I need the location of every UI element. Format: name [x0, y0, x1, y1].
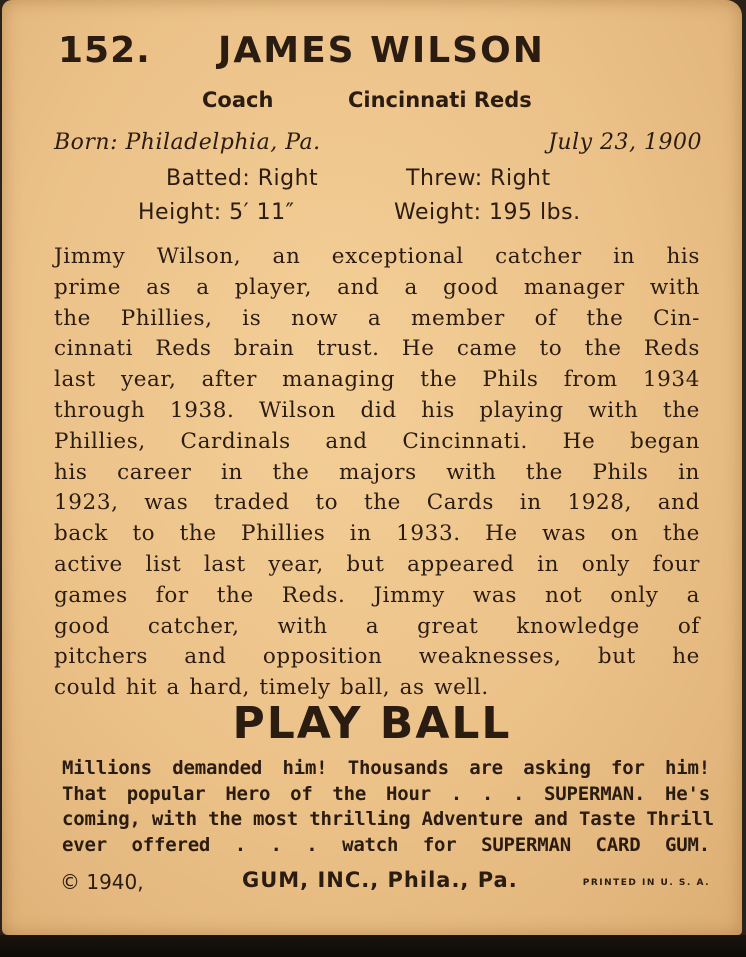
- biography: [54, 242, 700, 704]
- ad-line: That popular Hero of the Hour . . . SUPERMAN. He's: [62, 782, 710, 805]
- bio-line: 1923, was traded to the Cards in 1928, and: [54, 490, 700, 516]
- play-ball-title: PLAY BALL: [232, 698, 512, 749]
- ad-line: coming, with the most thrilling Adventure and Taste Thrill: [62, 808, 714, 830]
- card-footer: [60, 868, 710, 896]
- bio-line: could hit a hard, timely ball, as well.: [54, 675, 489, 701]
- ad-line: ever offered . . . watch for SUPERMAN CARD GUM.: [62, 833, 710, 856]
- card-subheader: [202, 88, 622, 116]
- batted-stat: Batted: Right: [166, 166, 319, 191]
- copyright-notice: © 1940,: [60, 870, 144, 894]
- bio-line: back to the Phillies in 1933. He was on the: [54, 521, 700, 547]
- bio-line: last year, after managing the Phils from 1934: [54, 367, 700, 393]
- bio-line: pitchers and opposition weaknesses, but he: [54, 644, 700, 670]
- superman-advertisement: [62, 756, 714, 858]
- bio-line: through 1938. Wilson did his playing with the: [54, 397, 700, 423]
- bio-line: Jimmy Wilson, an exceptional catcher in his: [54, 244, 700, 269]
- bio-line: Phillies, Cardinals and Cincinnati. He began: [54, 428, 700, 454]
- bio-line: prime as a player, and a good manager with: [54, 274, 700, 300]
- birth-date: July 23, 1900: [548, 130, 702, 155]
- bio-line: good catcher, with a great knowledge of: [54, 613, 700, 639]
- birth-place: Born: Philadelphia, Pa.: [54, 130, 321, 155]
- bio-line: games for the Reds. Jimmy was not only a: [54, 582, 700, 608]
- height-stat: Height: 5′ 11″: [138, 200, 295, 225]
- publisher-name: GUM, INC., Phila., Pa.: [242, 868, 518, 892]
- birth-info: [54, 130, 702, 160]
- baseball-card-back: [2, 0, 742, 935]
- card-edge-shadow: [0, 935, 746, 957]
- ad-line: Millions demanded him! Thousands are asking for him!: [62, 757, 710, 779]
- player-position: Coach: [202, 88, 274, 112]
- printed-notice: PRINTED IN U. S. A.: [582, 878, 710, 888]
- weight-stat: Weight: 195 lbs.: [394, 200, 581, 225]
- bio-line: his career in the majors with the Phils in: [54, 459, 700, 485]
- bio-line: active list last year, but appeared in only four: [54, 551, 700, 577]
- player-name: JAMES WILSON: [218, 30, 545, 71]
- card-header: [58, 30, 698, 76]
- bio-line: cinnati Reds brain trust. He came to the Reds: [54, 336, 700, 362]
- player-team: Cincinnati Reds: [348, 88, 532, 112]
- threw-stat: Threw: Right: [406, 166, 551, 191]
- card-number: 152.: [58, 30, 151, 71]
- bio-line: the Phillies, is now a member of the Cin-: [54, 305, 700, 331]
